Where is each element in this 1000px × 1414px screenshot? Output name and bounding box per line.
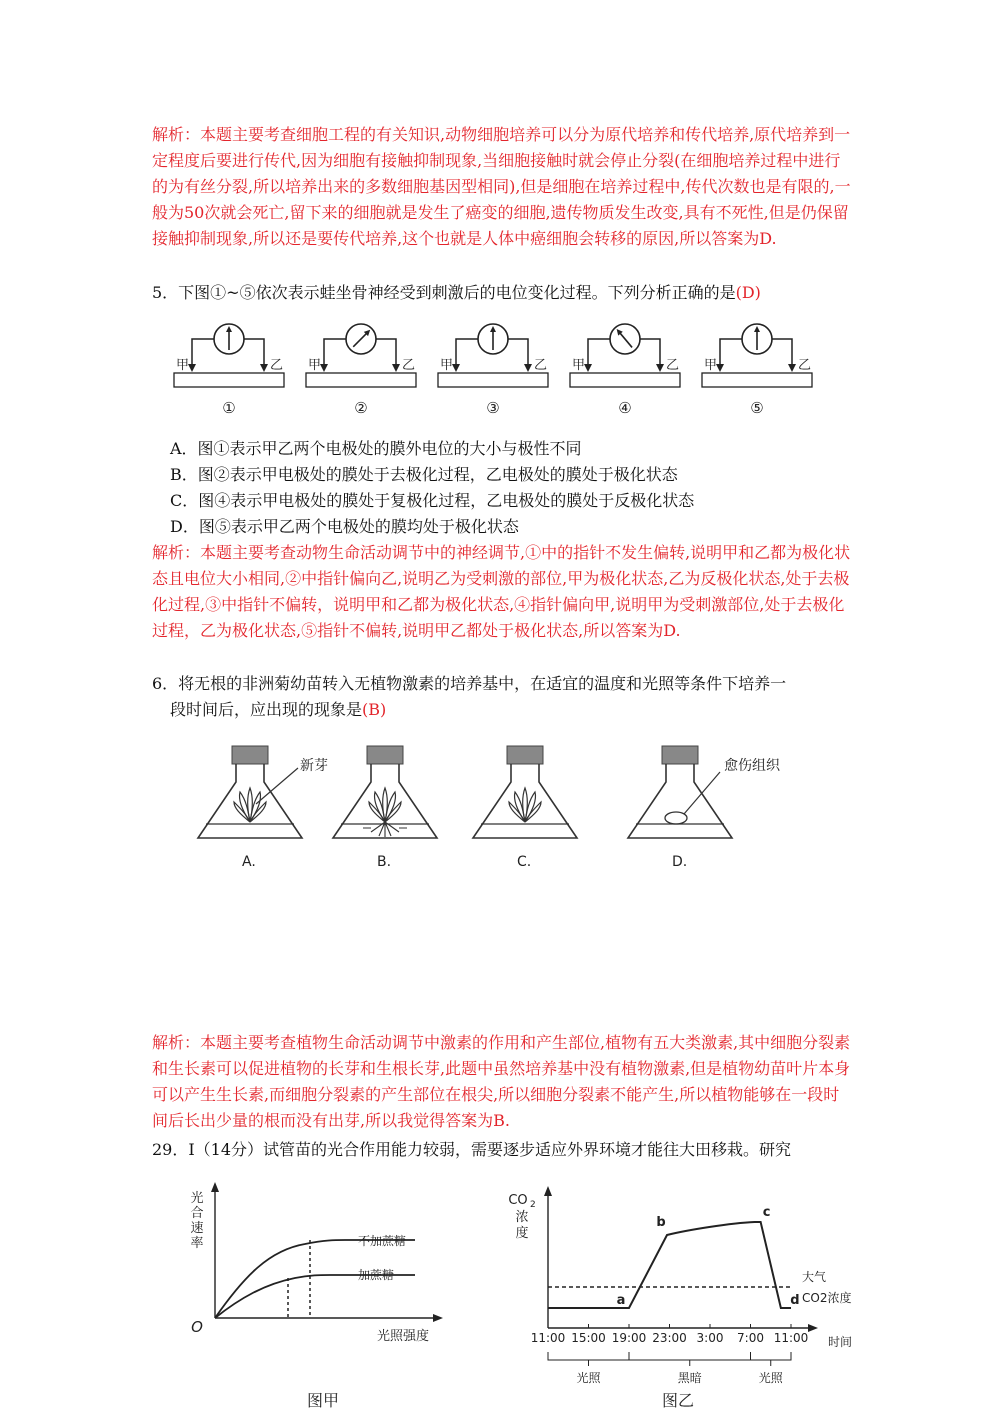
figure-number: ④ bbox=[618, 399, 632, 417]
question-29-stem: 29．Ⅰ（14分）试管苗的光合作用能力较弱，需要逐步适应外界环境才能往大田移栽。研究 bbox=[152, 1140, 792, 1159]
question-5-stem bbox=[152, 280, 852, 306]
question-6-line2 bbox=[170, 697, 850, 723]
label-yi: 乙 bbox=[666, 358, 680, 373]
pointer-line bbox=[684, 772, 720, 814]
question-6-text: 段时间后，应出现的现象是 bbox=[170, 700, 363, 719]
electrode-right-tip bbox=[524, 364, 532, 372]
series-label-no-sucrose: 不加蔗糖 bbox=[358, 1234, 407, 1248]
y-axis-label-char: 速 bbox=[190, 1221, 204, 1236]
label-yi: 乙 bbox=[402, 358, 416, 373]
wire-left bbox=[720, 339, 742, 365]
label-jia: 甲 bbox=[572, 358, 586, 373]
y-axis-label-char: 光 bbox=[190, 1191, 204, 1206]
flask-body bbox=[628, 764, 732, 838]
label-jia: 甲 bbox=[308, 358, 322, 373]
wire-right bbox=[640, 339, 660, 367]
point-label-a: a bbox=[616, 1293, 626, 1308]
analysis-paragraph-1: 解析：本题主要考查细胞工程的有关知识,动物细胞培养可以分为原代培养和传代培养,原代培养到一定程度后要进行传代,因为细胞有接触抑制现象,当细胞接触时就会停止分裂(在细胞培养过程中进行的为有丝分裂,所以培养出来的多数细胞基因型相同),但是细胞在培养过程中,传代次数也是有限的,一般为50次就会死亡,留下来的细胞就是发生了癌变的细胞,遗传物质发生改变,具有不死性,但是仍保留接触抑制现象,所以还是要传代培养,这个也就是人体中癌细胞会转移的原因,所以答案为D. bbox=[152, 125, 851, 248]
wire-left bbox=[588, 339, 610, 365]
chart-jia bbox=[185, 1180, 455, 1414]
nerve-bar bbox=[702, 373, 812, 387]
x-tick-label: 15:00 bbox=[571, 1331, 606, 1345]
electrode-right-tip bbox=[392, 364, 400, 372]
electrode-left-tip bbox=[452, 364, 460, 372]
stopper bbox=[367, 746, 403, 764]
label-yi: 乙 bbox=[534, 358, 548, 373]
origin-label: O bbox=[191, 1318, 203, 1336]
x-tick-label: 23:00 bbox=[652, 1331, 687, 1345]
x-tick-label: 19:00 bbox=[611, 1331, 647, 1345]
point-label-b: b bbox=[656, 1215, 666, 1230]
y-axis-label-char: 浓 bbox=[515, 1210, 529, 1225]
period-bracket bbox=[548, 1352, 629, 1360]
electrode-left-tip bbox=[188, 364, 196, 372]
x-axis-label: 时间 bbox=[827, 1335, 853, 1349]
figure-caption: 图乙 bbox=[661, 1391, 695, 1410]
y-axis-label-char: 合 bbox=[190, 1206, 204, 1221]
wire-right bbox=[772, 339, 792, 367]
label-new-bud: 新芽 bbox=[300, 758, 328, 774]
wire-right bbox=[508, 339, 528, 367]
question-5-text: 5．下图①~⑤依次表示蛙坐骨神经受到刺激后的电位变化过程。下列分析正确的是 bbox=[152, 283, 736, 302]
electrode-right-tip bbox=[788, 364, 796, 372]
label-jia: 甲 bbox=[440, 358, 454, 373]
label-callus: 愈伤组织 bbox=[724, 758, 780, 774]
stopper bbox=[232, 746, 268, 764]
leaf bbox=[523, 788, 528, 822]
y-axis-label-char: 度 bbox=[515, 1226, 529, 1241]
stopper bbox=[662, 746, 698, 764]
electrode-left-tip bbox=[584, 364, 592, 372]
flask-diagrams bbox=[190, 738, 840, 873]
y-axis-label-co2: CO bbox=[508, 1193, 528, 1208]
co2-curve bbox=[548, 1222, 791, 1308]
nerve-bar bbox=[570, 373, 680, 387]
pointer-line bbox=[256, 768, 298, 804]
figure-caption: 图甲 bbox=[306, 1391, 340, 1410]
label-yi: 乙 bbox=[798, 358, 812, 373]
wire-left bbox=[192, 339, 214, 365]
x-tick-label: 11:00 bbox=[530, 1331, 566, 1345]
figure-number: ⑤ bbox=[750, 399, 764, 417]
flask-body bbox=[473, 764, 577, 838]
nerve-bar bbox=[438, 373, 548, 387]
reference-label-2: CO2浓度 bbox=[802, 1291, 852, 1305]
y-axis-arrow-icon bbox=[544, 1186, 552, 1196]
question-6-line1: 6．将无根的非洲菊幼苗转入无植物激素的培养基中，在适宜的温度和光照等条件下培养一 bbox=[152, 674, 787, 693]
stopper bbox=[507, 746, 543, 764]
wire-left bbox=[324, 339, 346, 365]
callus bbox=[665, 812, 687, 824]
option-label: D. bbox=[672, 854, 688, 870]
analysis-paragraph-3: 解析：本题主要考查植物生命活动调节中激素的作用和产生部位,植物有五大类激素,其中细胞分裂素和生长素可以促进植物的长芽和生根长芽,此题中虽然培养基中没有植物激素,但是植物幼苗叶片本身可以产生生长素,而细胞分裂素的产生部位在根尖,所以细胞分裂素不能产生,所以植物能够在一段时间后长出少量的根而没有出芽,所以我觉得答案为B. bbox=[152, 1033, 851, 1130]
point-label-c: c bbox=[762, 1205, 771, 1220]
leaf bbox=[248, 788, 253, 822]
question-5-answer: (D) bbox=[735, 283, 761, 302]
option-a: A．图①表示甲乙两个电极处的膜外电位的大小与极性不同 bbox=[170, 439, 582, 458]
electrode-left-tip bbox=[716, 364, 724, 372]
x-tick-label: 7:00 bbox=[737, 1331, 764, 1345]
x-tick-label: 11:00 bbox=[773, 1331, 809, 1345]
x-axis-arrow-icon bbox=[808, 1324, 818, 1332]
reference-label-1: 大气 bbox=[802, 1270, 827, 1284]
label-yi: 乙 bbox=[270, 358, 284, 373]
wire-right bbox=[244, 339, 264, 367]
x-axis-label: 光照强度 bbox=[376, 1329, 430, 1344]
wire-left bbox=[456, 339, 478, 365]
x-tick-label: 3:00 bbox=[696, 1331, 724, 1345]
option-d: D．图⑤表示甲乙两个电极处的膜均处于极化状态 bbox=[170, 517, 519, 536]
period-label: 光照 bbox=[576, 1371, 601, 1385]
period-bracket bbox=[751, 1352, 792, 1360]
figure-number: ① bbox=[222, 399, 236, 417]
option-label: A. bbox=[242, 854, 256, 870]
electrode-right-tip bbox=[656, 364, 664, 372]
option-label: C. bbox=[517, 854, 532, 870]
y-axis-label bbox=[190, 1190, 203, 1251]
flask-body bbox=[198, 764, 302, 838]
period-bracket bbox=[629, 1352, 751, 1360]
point-label-d: d bbox=[790, 1293, 800, 1308]
option-b: B．图②表示甲电极处的膜处于去极化过程，乙电极处的膜处于极化状态 bbox=[170, 465, 678, 484]
chart-yi bbox=[490, 1180, 880, 1414]
y-axis-label-char: 率 bbox=[190, 1236, 204, 1251]
nerve-bar bbox=[174, 373, 284, 387]
y-axis-label-sub: 2 bbox=[530, 1200, 536, 1210]
x-axis-arrow-icon bbox=[433, 1314, 443, 1322]
y-axis-arrow-icon bbox=[211, 1182, 219, 1192]
period-label: 光照 bbox=[758, 1371, 783, 1385]
figure-number: ② bbox=[354, 399, 368, 417]
analysis-paragraph-2: 解析：本题主要考查动物生命活动调节中的神经调节,①中的指针不发生偏转,说明甲和乙都为极化状态且电位大小相同,②中指针偏向乙,说明乙为受刺激的部位,甲为极化状态,乙为反极化状态,处于去极化过程,③中指针不偏转，说明甲和乙都为极化状态,④指针偏向甲,说明甲为受刺激部位,处于去极化过程，乙为极化状态,⑤指针不偏转,说明甲乙都处于极化状态,所以答案为D. bbox=[152, 543, 851, 640]
electrode-left-tip bbox=[320, 364, 328, 372]
figure-number: ③ bbox=[486, 399, 500, 417]
label-jia: 甲 bbox=[176, 358, 190, 373]
leaf bbox=[383, 788, 388, 822]
electrode-right-tip bbox=[260, 364, 268, 372]
period-label: 黑暗 bbox=[677, 1371, 702, 1385]
electrode-diagrams bbox=[160, 315, 840, 420]
wire-right bbox=[376, 339, 396, 367]
nerve-bar bbox=[306, 373, 416, 387]
option-c: C．图④表示甲电极处的膜处于复极化过程，乙电极处的膜处于反极化状态 bbox=[170, 491, 695, 510]
label-jia: 甲 bbox=[704, 358, 718, 373]
question-6-answer: (B) bbox=[362, 700, 387, 719]
option-label: B. bbox=[377, 854, 392, 870]
series-label-sucrose: 加蔗糖 bbox=[358, 1268, 395, 1282]
